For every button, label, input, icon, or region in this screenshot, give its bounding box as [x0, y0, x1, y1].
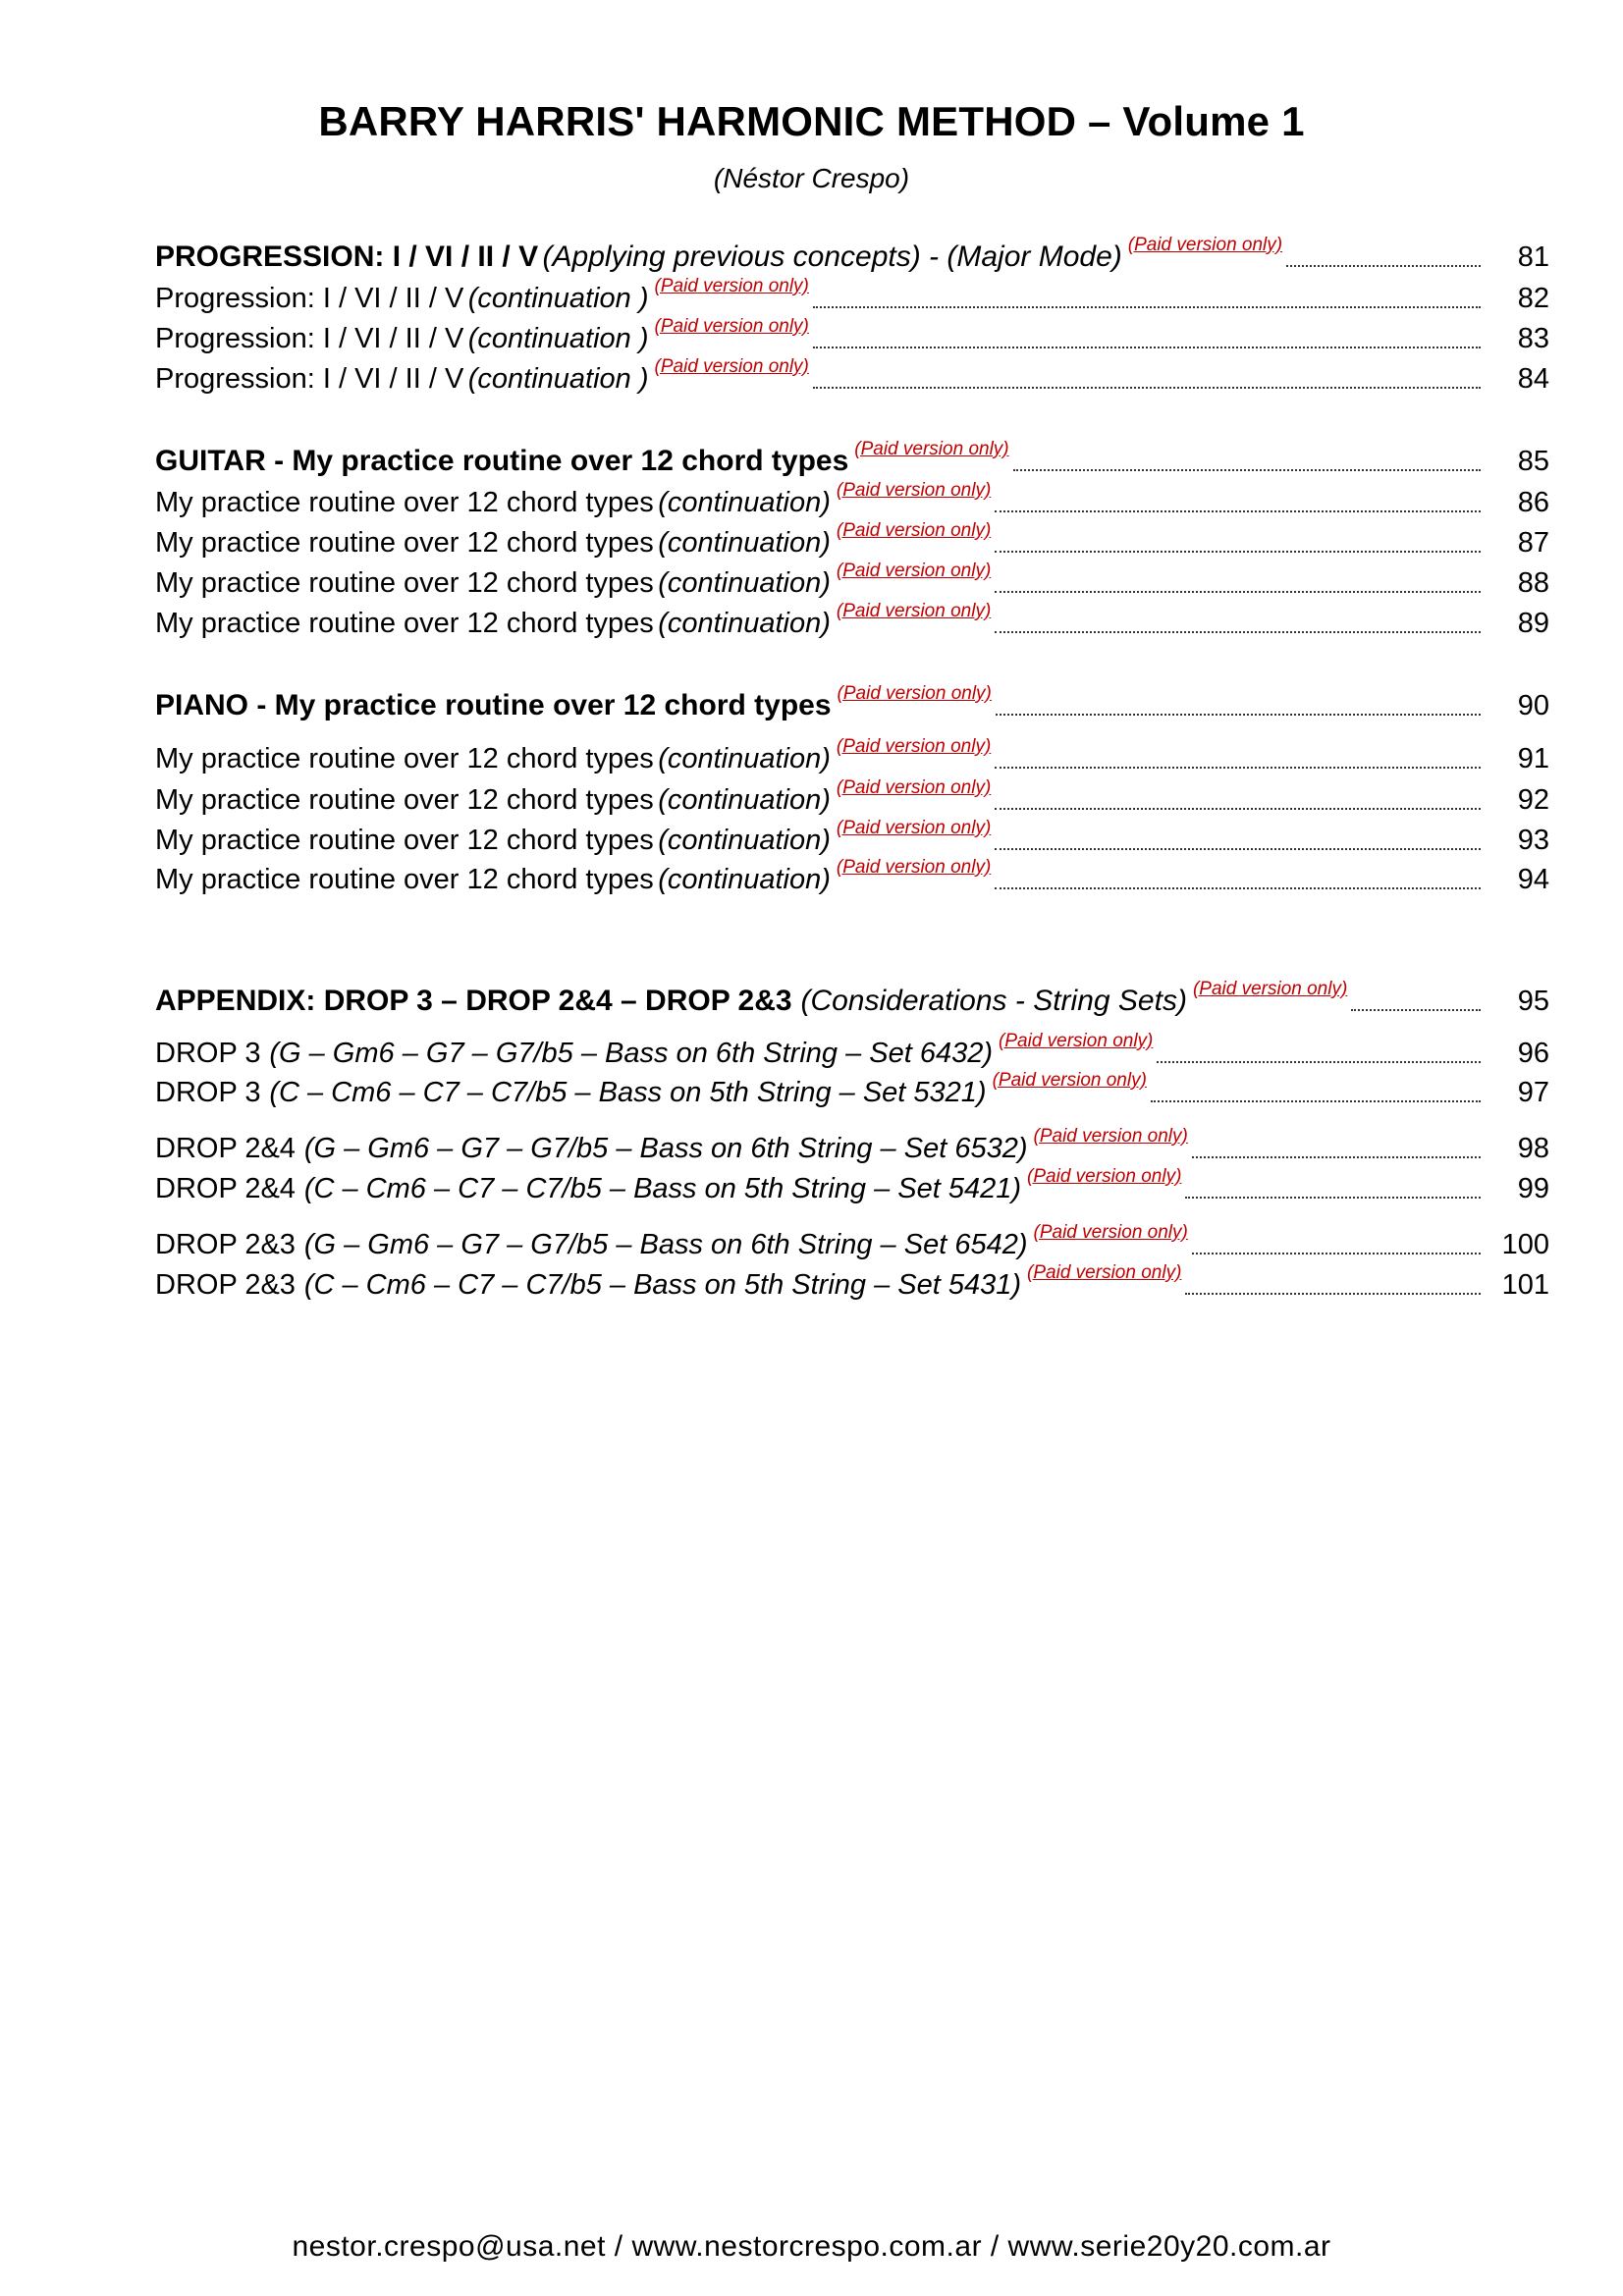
toc-entry[interactable]: [155, 1223, 1549, 1262]
toc-entry[interactable]: [155, 1032, 1549, 1071]
toc-page-number: 87: [1517, 527, 1549, 559]
toc-entry-title: GUITAR - My practice routine over 12 chord types: [155, 445, 849, 477]
toc-entry[interactable]: [155, 980, 1549, 1019]
dot-leader: [1013, 469, 1481, 471]
toc-page-number: 83: [1517, 323, 1549, 354]
toc-entry-title: My practice routine over 12 chord types: [155, 567, 654, 599]
page-footer-contact: nestor.crespo@usa.net / www.nestorcrespo.com.ar / www.serie20y20.com.ar: [292, 2230, 1331, 2263]
toc-entry[interactable]: [155, 1127, 1549, 1166]
document-author: (Néstor Crespo): [713, 163, 910, 193]
toc-entry[interactable]: [155, 317, 1549, 356]
toc-entry[interactable]: [155, 236, 1549, 275]
toc-entry-subtitle: (continuation): [658, 487, 831, 518]
dot-leader: [995, 631, 1481, 633]
toc-page-number: 92: [1517, 784, 1549, 816]
toc-entry[interactable]: [155, 1167, 1549, 1206]
paid-version-note: (Paid version only): [836, 736, 992, 757]
toc-entry-title: My practice routine over 12 chord types: [155, 825, 654, 856]
paid-version-note: (Paid version only): [837, 683, 992, 704]
toc-entry-subtitle: (continuation): [658, 784, 831, 816]
dot-leader: [1185, 1293, 1481, 1295]
dot-leader: [995, 808, 1481, 810]
toc-page-number: 94: [1517, 864, 1549, 895]
toc-entry-subtitle: (C – Cm6 – C7 – C7/b5 – Bass on 5th String – Set 5321): [269, 1077, 987, 1108]
paid-version-note: (Paid version only): [654, 356, 809, 377]
toc-page-number: 90: [1517, 690, 1549, 721]
dot-leader: [813, 387, 1481, 389]
dot-leader: [1192, 1156, 1481, 1158]
dot-leader: [995, 591, 1481, 593]
toc-entry-subtitle: (G – Gm6 – G7 – G7/b5 – Bass on 6th String – Set 6532): [303, 1133, 1028, 1164]
toc-entry-title: DROP 2&3: [155, 1229, 296, 1260]
dot-leader: [813, 347, 1481, 348]
toc-page-number: 81: [1517, 241, 1549, 273]
toc-entry-title: APPENDIX: DROP 3 – DROP 2&4 – DROP 2&3: [155, 985, 792, 1017]
toc-entry-title: Progression: I / VI / II / V: [155, 283, 464, 314]
paid-version-note: (Paid version only): [1027, 1166, 1182, 1187]
toc-entry-title: My practice routine over 12 chord types: [155, 608, 654, 639]
paid-version-note: (Paid version only): [836, 561, 992, 581]
toc-entry-subtitle: (continuation): [658, 825, 831, 856]
toc-entry[interactable]: [155, 1071, 1549, 1110]
dot-leader: [1286, 265, 1481, 267]
toc-entry-title: DROP 2&3: [155, 1269, 296, 1301]
toc-page-number: 95: [1517, 986, 1549, 1017]
toc-entry-subtitle: (continuation): [658, 567, 831, 599]
toc-page-number: 96: [1517, 1038, 1549, 1069]
toc-entry-subtitle: (continuation): [658, 608, 831, 639]
toc-entry-subtitle: (Considerations - String Sets): [800, 985, 1187, 1017]
dot-leader: [813, 306, 1481, 308]
toc-entry-subtitle: (G – Gm6 – G7 – G7/b5 – Bass on 6th String – Set 6432): [269, 1038, 994, 1069]
paid-version-note: (Paid version only): [654, 316, 809, 337]
paid-version-note: (Paid version only): [1033, 1222, 1188, 1243]
toc-entry[interactable]: [155, 1263, 1549, 1303]
toc-page-number: 93: [1517, 825, 1549, 856]
toc-entry-title: Progression: I / VI / II / V: [155, 363, 464, 395]
toc-page-number: 101: [1501, 1269, 1549, 1301]
toc-page-number: 85: [1517, 446, 1549, 477]
toc-page-number: 89: [1517, 608, 1549, 639]
toc-entry-title: Progression: I / VI / II / V: [155, 323, 464, 354]
toc-entry-title: PIANO - My practice routine over 12 chord types: [155, 689, 832, 721]
toc-entry-subtitle: (G – Gm6 – G7 – G7/b5 – Bass on 6th String – Set 6542): [303, 1229, 1028, 1260]
toc-page-number: 84: [1517, 363, 1549, 395]
toc-page-number: 100: [1501, 1229, 1549, 1260]
dot-leader: [1185, 1197, 1481, 1199]
toc-entry-title: DROP 2&4: [155, 1173, 296, 1204]
toc-entry-title: My practice routine over 12 chord types: [155, 743, 654, 774]
paid-version-note: (Paid version only): [992, 1070, 1147, 1091]
paid-version-note: (Paid version only): [854, 439, 1009, 459]
toc-page-number: 82: [1517, 283, 1549, 314]
toc-entry-title: My practice routine over 12 chord types: [155, 487, 654, 518]
dot-leader: [995, 848, 1481, 850]
toc-entry-subtitle: (continuation ): [467, 283, 649, 314]
toc-entry-subtitle: (continuation ): [467, 363, 649, 395]
paid-version-note: (Paid version only): [654, 276, 809, 296]
toc-entry-title: DROP 2&4: [155, 1133, 296, 1164]
toc-entry-title: My practice routine over 12 chord types: [155, 784, 654, 816]
dot-leader: [995, 767, 1481, 769]
toc-entry-subtitle: (continuation): [658, 743, 831, 774]
toc-page-number: 98: [1517, 1133, 1549, 1164]
dot-leader: [996, 714, 1481, 716]
toc-page-number: 88: [1517, 567, 1549, 599]
document-title: BARRY HARRIS' HARMONIC METHOD – Volume 1: [318, 98, 1305, 144]
dot-leader: [1351, 1009, 1481, 1011]
toc-page-number: 91: [1517, 743, 1549, 774]
toc-entry[interactable]: [155, 858, 1549, 897]
dot-leader: [995, 510, 1481, 512]
dot-leader: [1157, 1061, 1481, 1063]
toc-entry-subtitle: (C – Cm6 – C7 – C7/b5 – Bass on 5th String – Set 5431): [303, 1269, 1022, 1301]
toc-entry-title: PROGRESSION: I / VI / II / V: [155, 240, 539, 273]
dot-leader: [1151, 1100, 1481, 1102]
toc-entry-subtitle: (continuation ): [467, 323, 649, 354]
paid-version-note: (Paid version only): [836, 818, 992, 838]
toc-page-number: 86: [1517, 487, 1549, 518]
paid-version-note: (Paid version only): [836, 777, 992, 798]
paid-version-note: (Paid version only): [836, 520, 992, 541]
toc-page-number: 99: [1517, 1173, 1549, 1204]
toc-entry-subtitle: (continuation): [658, 864, 831, 895]
dot-leader: [995, 887, 1481, 889]
dot-leader: [1192, 1253, 1481, 1255]
dot-leader: [995, 551, 1481, 553]
paid-version-note: (Paid version only): [836, 601, 992, 621]
toc-entry[interactable]: [155, 277, 1549, 316]
paid-version-note: (Paid version only): [1192, 979, 1348, 999]
paid-version-note: (Paid version only): [1127, 235, 1283, 255]
toc-entry[interactable]: [155, 357, 1549, 397]
paid-version-note: (Paid version only): [1027, 1262, 1182, 1283]
toc-entry[interactable]: [155, 602, 1549, 641]
toc-entry-subtitle: (C – Cm6 – C7 – C7/b5 – Bass on 5th String – Set 5421): [303, 1173, 1022, 1204]
paid-version-note: (Paid version only): [999, 1031, 1154, 1051]
toc-entry-subtitle: (continuation): [658, 527, 831, 559]
paid-version-note: (Paid version only): [1033, 1126, 1188, 1147]
toc-entry[interactable]: [155, 684, 1549, 723]
paid-version-note: (Paid version only): [836, 857, 992, 878]
paid-version-note: (Paid version only): [836, 480, 992, 501]
toc-entry-title: DROP 3: [155, 1077, 261, 1108]
toc-entry-title: My practice routine over 12 chord types: [155, 527, 654, 559]
toc-entry-subtitle: (Applying previous concepts) - (Major Mode): [542, 240, 1122, 273]
toc-entry-title: My practice routine over 12 chord types: [155, 864, 654, 895]
toc-entry-title: DROP 3: [155, 1038, 261, 1069]
toc-page-number: 97: [1517, 1077, 1549, 1108]
